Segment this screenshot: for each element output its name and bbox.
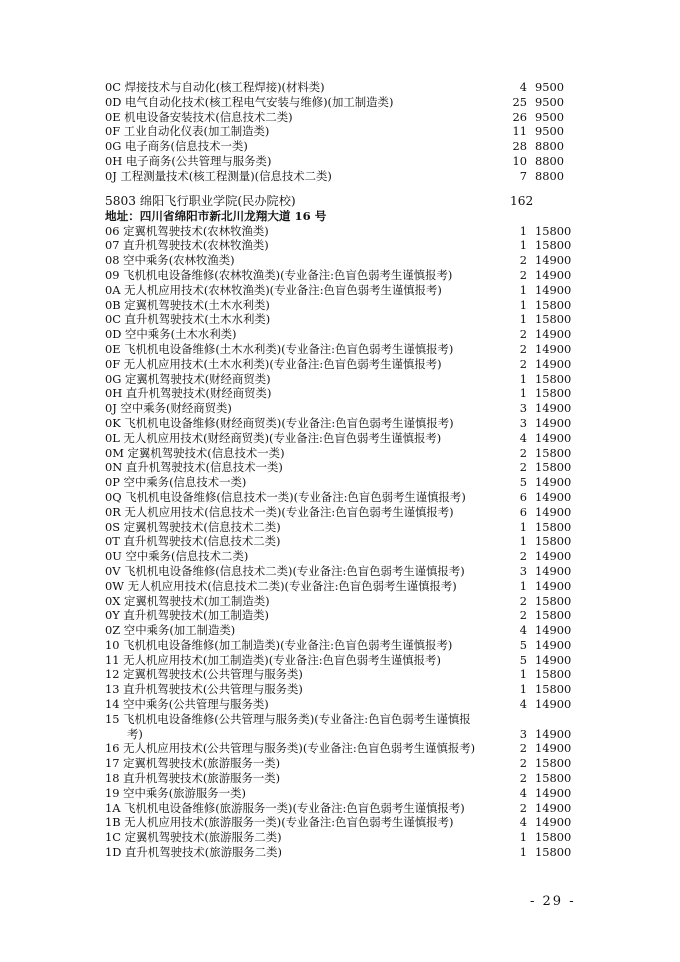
major-quota: 25 bbox=[512, 94, 527, 109]
major-code: 08 bbox=[105, 253, 120, 268]
major-tuition: 14900 bbox=[535, 563, 572, 578]
major-quota: 2 bbox=[519, 771, 527, 786]
major-quota: 2 bbox=[519, 253, 527, 268]
school-total-quota: 162 bbox=[510, 193, 534, 208]
major-tuition: 14900 bbox=[535, 800, 572, 815]
major-code: 09 bbox=[105, 267, 120, 282]
major-tuition: 15800 bbox=[535, 312, 572, 327]
major-code: 0A bbox=[105, 282, 121, 297]
major-code: 0E bbox=[105, 109, 121, 124]
major-name: 无人机应用技术(农林牧渔类)(专业备注:色盲色弱考生谨慎报考) bbox=[124, 282, 442, 297]
enrollment-list bbox=[105, 80, 575, 860]
major-name: 直升机驾驶技术(信息技术二类) bbox=[123, 534, 281, 549]
major-row bbox=[105, 756, 575, 771]
major-name: 直升机驾驶技术(加工制造类) bbox=[123, 608, 269, 623]
major-row bbox=[105, 342, 575, 357]
major-name: 定翼机驾驶技术(旅游服务二类) bbox=[124, 830, 282, 845]
major-row bbox=[105, 712, 575, 727]
major-code: 0M bbox=[105, 445, 124, 460]
major-quota: 6 bbox=[519, 504, 527, 519]
major-name: 定翼机驾驶技术(农林牧渔类) bbox=[123, 223, 269, 238]
major-name: 空中乘务(土木水利类) bbox=[125, 327, 237, 342]
major-name: 焊接技术与自动化(核工程焊接)(材料类) bbox=[124, 80, 325, 94]
major-tuition: 9500 bbox=[535, 94, 564, 109]
major-code: 06 bbox=[105, 223, 120, 238]
major-name: 直升机驾驶技术(农林牧渔类) bbox=[123, 238, 269, 253]
major-name: 飞机机电设备维修(财经商贸类)(专业备注:色盲色弱考生谨慎报考) bbox=[124, 415, 454, 430]
major-code: 0Y bbox=[105, 608, 120, 623]
major-quota: 1 bbox=[519, 667, 527, 682]
major-name: 空中乘务(信息技术二类) bbox=[125, 549, 249, 564]
major-tuition: 15800 bbox=[535, 519, 572, 534]
major-tuition: 15800 bbox=[535, 830, 572, 845]
major-name: 定翼机驾驶技术(土木水利类) bbox=[124, 297, 270, 312]
major-quota: 3 bbox=[519, 563, 527, 578]
major-tuition: 14900 bbox=[535, 504, 572, 519]
major-name: 空中乘务(财经商贸类) bbox=[120, 401, 232, 416]
major-tuition: 14900 bbox=[535, 637, 572, 652]
major-row bbox=[105, 283, 575, 298]
major-name: 无人机应用技术(土木水利类)(专业备注:色盲色弱考生谨慎报考) bbox=[123, 356, 442, 371]
major-code: 0D bbox=[105, 327, 122, 342]
major-quota: 3 bbox=[519, 415, 527, 430]
major-code: 0U bbox=[105, 549, 122, 564]
major-code: 0G bbox=[105, 139, 122, 154]
major-name: 直升机驾驶技术(旅游服务二类) bbox=[125, 845, 282, 860]
major-name: 飞机机电设备维修(信息技术二类)(专业备注:色盲色弱考生谨慎报考) bbox=[124, 563, 465, 578]
major-tuition: 14900 bbox=[535, 697, 572, 712]
major-row bbox=[105, 801, 575, 816]
major-quota: 2 bbox=[519, 341, 527, 356]
major-code: 15 bbox=[105, 711, 120, 726]
major-name: 无人机应用技术(公共管理与服务类)(专业备注:色盲色弱考生谨慎报考) bbox=[123, 741, 476, 756]
major-name: 直升机驾驶技术(土木水利类) bbox=[124, 312, 271, 327]
major-name: 定翼机驾驶技术(信息技术一类) bbox=[127, 445, 285, 460]
major-quota: 4 bbox=[519, 80, 527, 94]
major-code: 0W bbox=[105, 578, 124, 593]
major-code: 0H bbox=[105, 386, 123, 401]
major-name: 飞机机电设备维修(旅游服务一类)(专业备注:色盲色弱考生谨慎报考) bbox=[124, 800, 465, 815]
major-code: 0C bbox=[105, 312, 121, 327]
major-quota: 2 bbox=[519, 549, 527, 564]
major-code: 1D bbox=[105, 845, 122, 860]
major-quota: 4 bbox=[519, 623, 527, 638]
major-tuition: 14900 bbox=[535, 489, 572, 504]
major-quota: 7 bbox=[519, 168, 527, 183]
page-number: - 29 - bbox=[530, 894, 576, 909]
school-title: 5803 绵阳飞行职业学院(民办院校) bbox=[105, 193, 296, 208]
major-quota: 2 bbox=[519, 356, 527, 371]
major-name: 电子商务(信息技术一类) bbox=[124, 139, 248, 154]
major-row bbox=[105, 357, 575, 372]
major-row bbox=[105, 594, 575, 609]
major-tuition: 14900 bbox=[535, 415, 572, 430]
major-tuition: 15800 bbox=[535, 667, 572, 682]
major-row bbox=[105, 608, 575, 623]
major-quota: 1 bbox=[519, 534, 527, 549]
major-tuition: 14900 bbox=[535, 549, 572, 564]
major-code: 0F bbox=[105, 356, 121, 371]
major-quota: 1 bbox=[519, 238, 527, 253]
major-code: 1C bbox=[105, 830, 121, 845]
major-tuition: 14900 bbox=[535, 785, 572, 800]
major-name: 定翼机驾驶技术(加工制造类) bbox=[123, 593, 270, 608]
major-row bbox=[105, 534, 575, 549]
major-name: 工程测量技术(核工程测量)(信息技术二类) bbox=[120, 168, 332, 183]
major-tuition: 15800 bbox=[535, 534, 572, 549]
major-quota: 6 bbox=[519, 489, 527, 504]
major-quota: 28 bbox=[512, 139, 527, 154]
major-quota: 4 bbox=[519, 815, 527, 830]
major-name: 直升机驾驶技术(信息技术一类) bbox=[125, 460, 283, 475]
major-tuition: 14900 bbox=[535, 578, 572, 593]
major-row bbox=[105, 579, 575, 594]
major-name: 定翼机驾驶技术(财经商贸类) bbox=[124, 371, 271, 386]
major-code: 0L bbox=[105, 430, 120, 445]
major-tuition: 14900 bbox=[535, 623, 572, 638]
major-code: 0Q bbox=[105, 489, 122, 504]
major-quota: 1 bbox=[519, 682, 527, 697]
major-tuition: 14900 bbox=[535, 282, 572, 297]
major-code: 0K bbox=[105, 415, 121, 430]
major-row bbox=[105, 845, 575, 860]
major-tuition: 14900 bbox=[535, 341, 572, 356]
major-code: 0J bbox=[105, 401, 117, 416]
major-tuition: 15800 bbox=[535, 297, 572, 312]
major-row bbox=[105, 416, 575, 431]
major-tuition: 15800 bbox=[535, 845, 572, 860]
major-name: 无人机应用技术(加工制造类)(专业备注:色盲色弱考生谨慎报考) bbox=[123, 652, 441, 667]
major-name: 定翼机驾驶技术(旅游服务一类) bbox=[123, 756, 281, 771]
major-code: 12 bbox=[105, 667, 120, 682]
major-tuition: 9500 bbox=[535, 124, 564, 139]
major-quota: 2 bbox=[519, 800, 527, 815]
major-code: 18 bbox=[105, 771, 120, 786]
major-row bbox=[105, 386, 575, 401]
major-code: 0F bbox=[105, 124, 121, 139]
major-code: 0V bbox=[105, 563, 121, 578]
major-name: 飞机机电设备维修(公共管理与服务类)(专业备注:色盲色弱考生谨慎报 bbox=[123, 711, 471, 726]
school-majors bbox=[105, 224, 575, 860]
major-name: 飞机机电设备维修(土木水利类)(专业备注:色盲色弱考生谨慎报考) bbox=[124, 341, 454, 356]
major-row bbox=[105, 446, 575, 461]
major-row bbox=[105, 682, 575, 697]
major-row bbox=[105, 697, 575, 712]
major-row bbox=[105, 638, 575, 653]
major-tuition: 15800 bbox=[535, 593, 572, 608]
major-tuition: 15800 bbox=[535, 771, 572, 786]
major-row bbox=[105, 564, 575, 579]
major-code: 0T bbox=[105, 534, 120, 549]
major-row bbox=[105, 124, 575, 139]
major-name: 无人机应用技术(旅游服务一类)(专业备注:色盲色弱考生谨慎报考) bbox=[124, 815, 454, 830]
major-tuition: 14900 bbox=[535, 401, 572, 416]
major-name: 空中乘务(信息技术一类) bbox=[123, 475, 247, 490]
major-row bbox=[105, 80, 575, 95]
major-name: 飞机机电设备维修(信息技术一类)(专业备注:色盲色弱考生谨慎报考) bbox=[125, 489, 466, 504]
major-tuition: 14900 bbox=[535, 430, 572, 445]
major-tuition: 14900 bbox=[535, 327, 572, 342]
major-tuition: 14900 bbox=[535, 815, 572, 830]
major-name: 空中乘务(农林牧渔类) bbox=[123, 253, 235, 268]
major-row bbox=[105, 327, 575, 342]
major-name: 电气自动化技术(核工程电气安装与维修)(加工制造类) bbox=[125, 94, 394, 109]
major-row bbox=[105, 771, 575, 786]
major-name: 飞机机电设备维修(加工制造类)(专业备注:色盲色弱考生谨慎报考) bbox=[123, 637, 453, 652]
major-quota: 2 bbox=[519, 593, 527, 608]
major-row bbox=[105, 95, 575, 110]
major-tuition: 15800 bbox=[535, 460, 572, 475]
major-tuition: 14900 bbox=[535, 267, 572, 282]
major-quota: 1 bbox=[519, 223, 527, 238]
major-code: 10 bbox=[105, 637, 120, 652]
major-tuition: 8800 bbox=[535, 139, 564, 154]
major-code: 1B bbox=[105, 815, 121, 830]
major-code: 0J bbox=[105, 168, 117, 183]
major-code: 14 bbox=[105, 697, 120, 712]
major-tuition: 14900 bbox=[535, 741, 572, 756]
major-name: 直升机驾驶技术(公共管理与服务类) bbox=[123, 682, 303, 697]
major-tuition: 15800 bbox=[535, 682, 572, 697]
major-row bbox=[105, 549, 575, 564]
major-tuition: 14900 bbox=[535, 253, 572, 268]
major-quota: 2 bbox=[519, 741, 527, 756]
major-tuition: 15800 bbox=[535, 386, 572, 401]
major-name: 定翼机驾驶技术(公共管理与服务类) bbox=[123, 667, 303, 682]
major-row bbox=[105, 460, 575, 475]
major-tuition: 15800 bbox=[535, 238, 572, 253]
major-name: 电子商务(公共管理与服务类) bbox=[125, 153, 272, 168]
major-name: 无人机应用技术(信息技术二类)(专业备注:色盲色弱考生谨慎报考) bbox=[127, 578, 457, 593]
major-row bbox=[105, 253, 575, 268]
major-row bbox=[105, 268, 575, 283]
major-name: 空中乘务(公共管理与服务类) bbox=[123, 697, 269, 712]
major-row bbox=[105, 653, 575, 668]
major-quota: 2 bbox=[519, 460, 527, 475]
major-code: 07 bbox=[105, 238, 120, 253]
major-code: 0B bbox=[105, 297, 121, 312]
major-row bbox=[105, 110, 575, 125]
major-row bbox=[105, 298, 575, 313]
major-name: 工业自动化仪表(加工制造类) bbox=[123, 124, 270, 139]
major-code: 0N bbox=[105, 460, 123, 475]
major-code: 0G bbox=[105, 371, 122, 386]
major-name: 空中乘务(旅游服务一类) bbox=[123, 785, 246, 800]
major-row bbox=[105, 475, 575, 490]
major-tuition: 14900 bbox=[535, 356, 572, 371]
major-quota: 10 bbox=[512, 153, 527, 168]
major-code: 17 bbox=[105, 756, 120, 771]
major-name-continuation: 考) bbox=[127, 726, 143, 741]
major-code: 0Z bbox=[105, 623, 121, 638]
major-row bbox=[105, 224, 575, 239]
major-code: 19 bbox=[105, 785, 120, 800]
major-quota: 26 bbox=[512, 109, 527, 124]
major-name: 定翼机驾驶技术(信息技术二类) bbox=[123, 519, 281, 534]
major-quota: 5 bbox=[519, 637, 527, 652]
major-tuition: 14900 bbox=[535, 652, 572, 667]
major-row bbox=[105, 786, 575, 801]
major-quota: 3 bbox=[519, 726, 527, 741]
major-tuition: 9500 bbox=[535, 109, 564, 124]
major-code: 1A bbox=[105, 800, 121, 815]
major-quota: 1 bbox=[519, 578, 527, 593]
major-code: 0R bbox=[105, 504, 121, 519]
major-quota: 4 bbox=[519, 430, 527, 445]
major-name: 无人机应用技术(财经商贸类)(专业备注:色盲色弱考生谨慎报考) bbox=[123, 430, 442, 445]
major-quota: 1 bbox=[519, 830, 527, 845]
major-row bbox=[105, 154, 575, 169]
major-name: 机电设备安装技术(信息技术二类) bbox=[124, 109, 293, 124]
major-row-continuation bbox=[105, 727, 575, 742]
major-code: 0S bbox=[105, 519, 121, 534]
major-quota: 1 bbox=[519, 297, 527, 312]
major-tuition: 15800 bbox=[535, 756, 572, 771]
major-tuition: 15800 bbox=[535, 223, 572, 238]
major-quota: 11 bbox=[512, 124, 527, 139]
school-address: 地址：四川省绵阳市新北川龙翔大道 16 号 bbox=[105, 208, 327, 223]
major-code: 16 bbox=[105, 741, 120, 756]
major-row bbox=[105, 169, 575, 184]
major-code: 0X bbox=[105, 593, 121, 608]
major-code: 0E bbox=[105, 341, 121, 356]
major-row bbox=[105, 372, 575, 387]
major-tuition: 9500 bbox=[535, 80, 564, 94]
school-header bbox=[105, 193, 575, 209]
major-row bbox=[105, 830, 575, 845]
previous-school-majors bbox=[105, 80, 575, 184]
major-quota: 3 bbox=[519, 401, 527, 416]
section-gap bbox=[105, 184, 575, 193]
major-quota: 1 bbox=[519, 312, 527, 327]
major-name: 直升机驾驶技术(旅游服务一类) bbox=[123, 771, 281, 786]
major-tuition: 15800 bbox=[535, 445, 572, 460]
major-row bbox=[105, 815, 575, 830]
major-quota: 5 bbox=[519, 652, 527, 667]
major-quota: 2 bbox=[519, 445, 527, 460]
major-row bbox=[105, 431, 575, 446]
major-quota: 4 bbox=[519, 785, 527, 800]
major-row bbox=[105, 623, 575, 638]
major-row bbox=[105, 741, 575, 756]
major-quota: 2 bbox=[519, 756, 527, 771]
major-tuition: 14900 bbox=[535, 726, 572, 741]
major-row bbox=[105, 520, 575, 535]
major-tuition: 15800 bbox=[535, 608, 572, 623]
major-row bbox=[105, 505, 575, 520]
major-code: 0H bbox=[105, 153, 123, 168]
major-row bbox=[105, 238, 575, 253]
major-quota: 1 bbox=[519, 519, 527, 534]
major-row bbox=[105, 312, 575, 327]
major-quota: 1 bbox=[519, 845, 527, 860]
major-code: 11 bbox=[105, 652, 120, 667]
major-tuition: 8800 bbox=[535, 168, 564, 183]
major-quota: 1 bbox=[519, 282, 527, 297]
major-quota: 2 bbox=[519, 267, 527, 282]
major-tuition: 15800 bbox=[535, 371, 572, 386]
major-quota: 1 bbox=[519, 371, 527, 386]
major-code: 0P bbox=[105, 475, 120, 490]
major-row bbox=[105, 490, 575, 505]
major-quota: 1 bbox=[519, 386, 527, 401]
major-quota: 4 bbox=[519, 697, 527, 712]
major-name: 无人机应用技术(信息技术一类)(专业备注:色盲色弱考生谨慎报考) bbox=[124, 504, 454, 519]
major-name: 空中乘务(加工制造类) bbox=[123, 623, 236, 638]
major-quota: 2 bbox=[519, 327, 527, 342]
major-tuition: 8800 bbox=[535, 153, 564, 168]
major-code: 0C bbox=[105, 80, 121, 94]
major-quota: 5 bbox=[519, 475, 527, 490]
major-name: 直升机驾驶技术(财经商贸类) bbox=[125, 386, 272, 401]
major-name: 飞机机电设备维修(农林牧渔类)(专业备注:色盲色弱考生谨慎报考) bbox=[123, 267, 453, 282]
major-row bbox=[105, 139, 575, 154]
major-code: 13 bbox=[105, 682, 120, 697]
major-quota: 2 bbox=[519, 608, 527, 623]
major-row bbox=[105, 667, 575, 682]
major-row bbox=[105, 401, 575, 416]
major-tuition: 14900 bbox=[535, 475, 572, 490]
major-code: 0D bbox=[105, 94, 122, 109]
